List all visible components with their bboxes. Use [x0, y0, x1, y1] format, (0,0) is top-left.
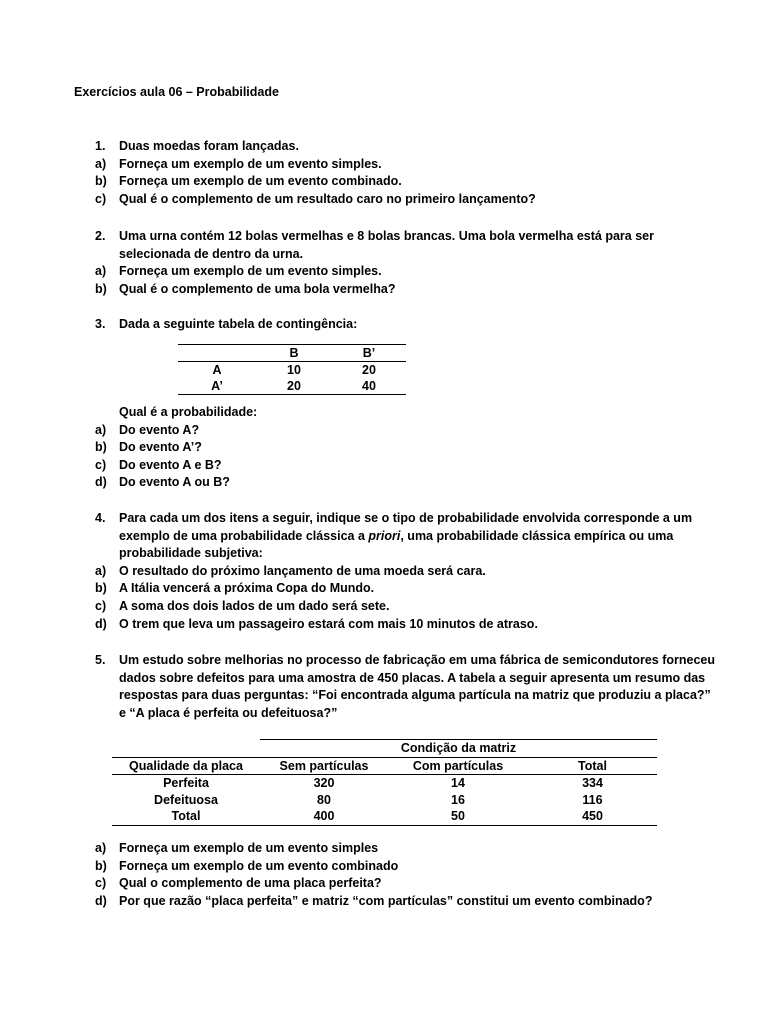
contingency-table: [178, 344, 406, 395]
question-2: [95, 228, 654, 298]
table-cell: 320: [313, 776, 335, 790]
table-cell: Total: [528, 757, 657, 775]
table-row: [178, 378, 406, 395]
list-item: d) O trem que leva um passageiro estará com mais 10 minutos de atraso.: [95, 616, 538, 631]
table-cell: B: [256, 345, 332, 362]
table-group-header: Condição da matriz: [260, 740, 657, 758]
question-3-prompt: [95, 404, 257, 492]
question-text: Um estudo sobre melhorias no processo de fabricação em uma fábrica de semicondutores forneceu: [119, 653, 716, 667]
question-number: 2.: [95, 229, 106, 243]
table-row: [112, 792, 657, 809]
table-cell: Defeituosa: [154, 792, 218, 807]
question-number: 5.: [95, 653, 106, 667]
defects-table: [112, 739, 657, 826]
table-cell: 334: [582, 776, 603, 790]
table-cell: 40: [332, 378, 406, 395]
table-cell: 14: [451, 776, 465, 790]
table-header-row: [112, 757, 657, 775]
question-text: respostas para duas perguntas: “Foi encontrada alguma partícula na matriz que produziu a placa?”: [119, 688, 711, 703]
table-cell: 50: [388, 808, 528, 825]
question-number: 3.: [95, 317, 106, 331]
list-item: a) O resultado do próximo lançamento de uma moeda será cara.: [95, 563, 486, 578]
question-5: [95, 652, 715, 722]
list-item: a) Forneça um exemplo de um evento simples: [95, 841, 379, 855]
question-4: [95, 510, 692, 633]
table-cell: 400: [260, 808, 388, 825]
table-cell: Com partículas: [388, 757, 528, 775]
question-3: [95, 316, 357, 334]
list-item: d) Do evento A ou B?: [95, 475, 230, 490]
question-text: Dada a seguinte tabela de contingência:: [119, 317, 358, 331]
list-item: b) Forneça um exemplo de um evento combinado.: [95, 174, 402, 189]
list-item: a) Do evento A?: [95, 422, 200, 437]
table-cell: 80: [317, 792, 331, 807]
list-item: d) Por que razão “placa perfeita” e matriz “com partículas” constitui um evento combinado?: [95, 893, 653, 908]
table-cell: 20: [362, 363, 376, 377]
list-item: a) Forneça um exemplo de um evento simples.: [95, 264, 382, 279]
question-5-items: [95, 840, 652, 910]
list-item: a) Forneça um exemplo de um evento simples.: [95, 156, 382, 171]
table-cell: 10: [287, 363, 301, 377]
question-number: 1.: [95, 139, 106, 153]
question-text: dados sobre defeitos para uma amostra de 450 placas. A tabela a seguir apresenta um resumo das: [119, 670, 706, 685]
question-text: e “A placa é perfeita ou defeituosa?”: [119, 705, 338, 720]
table-row: [112, 808, 657, 825]
table-cell: 20: [256, 378, 332, 395]
table-cell: 116: [582, 792, 603, 807]
table-row: [112, 775, 657, 792]
table-group-header-row: [112, 740, 657, 758]
list-item: b) Do evento A’?: [95, 440, 202, 455]
table-cell: 450: [528, 808, 657, 825]
table-cell: B’: [332, 345, 406, 362]
question-number: 4.: [95, 511, 106, 525]
table-cell: A: [212, 363, 222, 377]
list-item: b) Qual é o complemento de uma bola vermelha?: [95, 281, 396, 296]
table-row: [178, 362, 406, 379]
list-item: b) Forneça um exemplo de um evento combinado: [95, 858, 399, 873]
question-text: exemplo de uma probabilidade clássica a priori, uma probabilidade clássica empírica ou uma: [119, 528, 674, 543]
list-item: c) Do evento A e B?: [95, 457, 222, 472]
question-text: selecionada de dentro da urna.: [119, 246, 304, 261]
question-1: [95, 138, 536, 208]
table-cell: Perfeita: [163, 776, 209, 790]
table-cell: Qualidade da placa: [112, 757, 260, 775]
question-text: probabilidade subjetiva:: [119, 546, 263, 561]
question-text: Duas moedas foram lançadas.: [119, 139, 299, 153]
list-item: b) A Itália vencerá a próxima Copa do Mundo.: [95, 581, 375, 596]
question-text: Uma urna contém 12 bolas vermelhas e 8 bolas brancas. Uma bola vermelha está para ser: [119, 229, 654, 243]
question-text: Qual é a probabilidade:: [119, 405, 258, 419]
document-title: Exercícios aula 06 – Probabilidade: [74, 85, 279, 99]
table-header-row: [178, 345, 406, 362]
table-cell: 16: [451, 792, 465, 807]
table-cell: Sem partículas: [260, 757, 388, 775]
question-text: Para cada um dos itens a seguir, indique se o tipo de probabilidade envolvida corresponde a um: [119, 511, 693, 525]
list-item: c) A soma dos dois lados de um dado será sete.: [95, 598, 390, 613]
table-cell: A’: [178, 378, 256, 395]
list-item: c) Qual é o complemento de um resultado caro no primeiro lançamento?: [95, 191, 536, 206]
table-cell: [178, 345, 256, 362]
table-cell: Total: [112, 808, 260, 825]
list-item: c) Qual o complemento de uma placa perfeita?: [95, 876, 382, 891]
